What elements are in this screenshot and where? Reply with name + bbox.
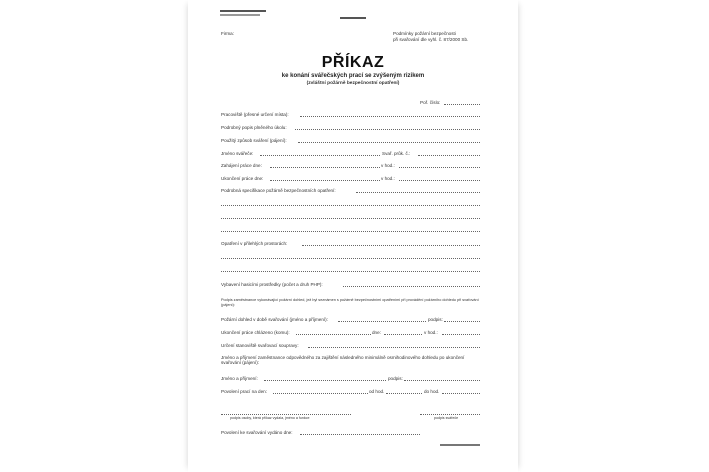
top-bar-left — [220, 10, 266, 12]
zahajeni-hod-line[interactable] — [399, 167, 480, 168]
urceni-soupravy-label: Určení stanoviště svařovací soupravy: — [221, 343, 299, 348]
opatreni-label: Opatření v přilehlých prostorách: — [221, 241, 288, 246]
pracoviste-label: Pracoviště (přesné určení místa): — [221, 112, 289, 117]
specifikace-line-3[interactable] — [221, 231, 480, 232]
ukonceni-chlazeno-dne-label: dne: — [372, 330, 381, 335]
specifikace-line-0[interactable] — [356, 192, 480, 193]
zahajeni-line[interactable] — [270, 167, 380, 168]
podpis-svarece-caption: podpis svářeče — [434, 416, 459, 420]
popis-ukolu-label: Podrobný popis plněného úkolu: — [221, 125, 287, 130]
document-sheet — [188, 0, 518, 472]
pozarni-dohled-line[interactable] — [338, 321, 426, 322]
povoleni-vydano-label: Povolení ke svařování vydáno dne: — [221, 430, 293, 435]
podpis-osoby-caption: podpis osoby, která příkaz vydala, jméno a funkce — [230, 416, 310, 420]
podpis-osoby-line[interactable] — [221, 414, 351, 415]
conditions-line1: Podmínky požární bezpečnosti — [393, 31, 456, 36]
ukonceni-chlazeno-dne-line[interactable] — [384, 334, 422, 335]
podpis-svarece-line[interactable] — [420, 414, 480, 415]
zpusob-svareni-label: Použitý způsob sváření (pájení): — [221, 138, 287, 143]
vybaveni-label: Vybavení hasicími prostředky (počet a druh PHP): — [221, 282, 323, 287]
jmeno-svarece-label: Jméno svářeče: — [221, 151, 254, 156]
povoleni-vydano-line[interactable] — [300, 434, 420, 435]
povoleni-prace-label: Povolení prací na den: — [221, 389, 267, 394]
opatreni-line-0[interactable] — [302, 245, 480, 246]
pracoviste-line[interactable] — [300, 116, 480, 117]
podpis-note: Podpis zaměstnance vykonávající požární dohled, jež byl seznámen s požárně bezpečnostními opatřeními při provádění požárního dohledu při svařování (pájení): — [221, 298, 479, 307]
opatreni-line-2[interactable] — [221, 271, 480, 272]
ukonceni-label: Ukončení práce dne: — [221, 176, 264, 181]
ukonceni-chlazeno-hod-line[interactable] — [442, 334, 480, 335]
specifikace-label: Podrobná specifikace požárně bezpečnostních opatření: — [221, 188, 336, 193]
page-subtitle: ke konání svářečských prací se zvýšeným rizikem — [281, 73, 425, 79]
svar-prukaz-label: Svař. průk. č.: — [382, 151, 411, 156]
od-hod-line[interactable] — [386, 393, 422, 394]
jmeno-zamestnance-label: Jméno a příjmení zaměstnance odpovědného za zajištění následného minimálně osmihodinového dohledu po ukončení svařování (pájení): — [221, 355, 465, 366]
poradove-cislo-line[interactable] — [444, 104, 480, 105]
do-hod-label: do hod. — [424, 389, 440, 394]
ukonceni-chlazeno-hod-label: v hod.: — [424, 330, 438, 335]
jmeno-prijmeni-podpis-label: podpis: — [388, 376, 403, 381]
pozarni-dohled-podpis-label: podpis: — [428, 317, 443, 322]
page-subtitle-2: (zvláštní požárně bezpečnostní opatření) — [306, 81, 400, 86]
vybaveni-line[interactable] — [343, 286, 480, 287]
jmeno-prijmeni-podpis-line[interactable] — [404, 380, 480, 381]
urceni-soupravy-line[interactable] — [308, 347, 480, 348]
page-title: PŘÍKAZ — [321, 54, 385, 71]
svar-prukaz-line[interactable] — [418, 155, 480, 156]
pozarni-dohled-podpis-line[interactable] — [444, 321, 480, 322]
top-bar-right — [340, 17, 366, 19]
ukonceni-line[interactable] — [270, 180, 380, 181]
zahajeni-label: Zahájení práce dne: — [221, 163, 262, 168]
jmeno-prijmeni-label: Jméno a příjmení: — [221, 376, 258, 381]
specifikace-line-2[interactable] — [221, 218, 480, 219]
conditions-line2: při svařování dle vyhl. č. 87/2000 Sb. — [393, 37, 469, 42]
ukonceni-chlazeno-label: Ukončení práce chlázeno (komu): — [221, 330, 290, 335]
opatreni-line-1[interactable] — [221, 258, 480, 259]
zpusob-svareni-line[interactable] — [298, 142, 480, 143]
povoleni-prace-line[interactable] — [273, 393, 368, 394]
do-hod-line[interactable] — [442, 393, 480, 394]
ukonceni-chlazeno-line[interactable] — [296, 334, 371, 335]
poradove-cislo-label: Poř. číslo: — [420, 100, 441, 105]
pozarni-dohled-label: Požární dohled v době svařování (jméno a příjmení): — [221, 317, 328, 322]
zahajeni-hod-label: v hod.: — [381, 163, 395, 168]
popis-ukolu-line[interactable] — [295, 129, 480, 130]
ukonceni-hod-label: v hod.: — [381, 176, 395, 181]
ukonceni-hod-line[interactable] — [399, 180, 480, 181]
top-bar-left-2 — [220, 14, 260, 16]
bottom-bar — [440, 444, 480, 446]
firma-label: Firma: — [221, 31, 235, 36]
od-hod-label: od hod. — [369, 389, 385, 394]
specifikace-line-1[interactable] — [221, 205, 480, 206]
jmeno-prijmeni-line[interactable] — [264, 380, 386, 381]
jmeno-svarece-line[interactable] — [260, 155, 380, 156]
